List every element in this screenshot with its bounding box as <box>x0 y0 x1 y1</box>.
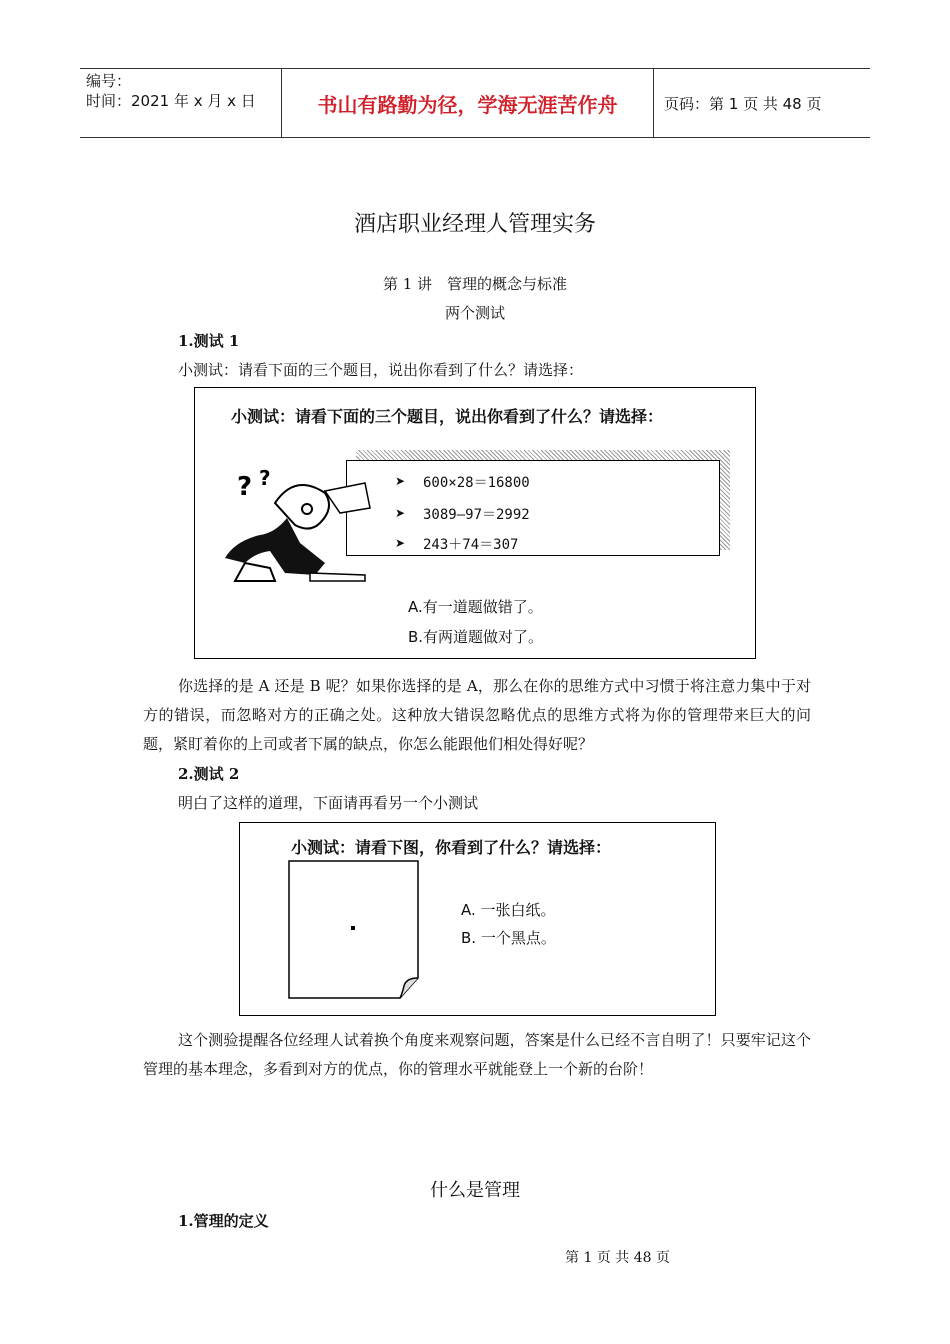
test2-figure <box>239 822 716 1016</box>
figure2-title: 小测试：请看下图，你看到了什么？请选择： <box>291 838 612 857</box>
white-paper-illustration <box>288 860 423 1000</box>
black-dot <box>351 926 355 930</box>
section2-title: 什么是管理 <box>430 1180 520 1201</box>
figure2-option-a: A. 一张白纸。 <box>461 901 556 919</box>
page-header <box>80 68 870 138</box>
section-subtitle: 两个测试 <box>444 304 505 322</box>
figure1-option-b: B.有两道题做对了。 <box>408 628 544 646</box>
section2-heading: 1.管理的定义 <box>178 1212 269 1230</box>
header-motto: 书山有路勤为径，学海无涯苦作舟 <box>281 69 654 137</box>
test1-paragraph: 你选择的是 A 还是 B 呢？如果你选择的是 A，那么在你的思维方式中习惯于将注意力集中于对方的错误，而忽略对方的正确之处。这种放大错误忽略优点的思维方式将为你的管理带来巨大的问题，紧盯着你的上司或者下属的缺点，你怎么能跟他们相处得好呢？ <box>143 677 811 753</box>
equation-3: 243＋74＝307 <box>423 537 519 553</box>
thinking-man-illustration <box>215 463 375 583</box>
figure2-option-b: B. 一个黑点。 <box>461 929 556 947</box>
arrow-bullet-icon: ➤ <box>395 474 406 488</box>
equation-1: 600×28＝16800 <box>423 475 530 491</box>
figure1-title: 小测试：请看下面的三个题目，说出你看到了什么？请选择： <box>231 407 664 426</box>
test1-intro: 小测试：请看下面的三个题目，说出你看到了什么？请选择： <box>178 361 584 379</box>
test2-intro: 明白了这样的道理，下面请再看另一个小测试 <box>178 794 479 812</box>
svg-text:?: ? <box>237 472 253 502</box>
header-page-info: 页码：第 1 页 共 48 页 <box>664 94 822 113</box>
lecture-title: 第 1 讲 管理的概念与标准 <box>382 275 568 293</box>
test1-heading: 1.测试 1 <box>178 332 240 350</box>
test2-paragraph: 这个测验提醒各位经理人试着换个角度来观察问题，答案是什么已经不言自明了！只要牢记这个管理的基本理念，多看到对方的优点，你的管理水平就能登上一个新的台阶！ <box>143 1031 811 1078</box>
test1-figure <box>194 387 756 659</box>
time-label: 时间：2021 年 x 月 x 日 <box>86 92 256 110</box>
figure1-option-a: A.有一道题做错了。 <box>408 598 543 616</box>
svg-text:?: ? <box>259 466 271 490</box>
page-footer: 第 1 页 共 48 页 <box>565 1250 670 1266</box>
document-title: 酒店职业经理人管理实务 <box>353 212 596 237</box>
arrow-bullet-icon: ➤ <box>395 506 406 520</box>
number-label: 编号： <box>86 72 132 90</box>
header-meta <box>80 69 281 137</box>
test2-heading: 2.测试 2 <box>178 765 240 783</box>
equation-2: 3089—97＝2992 <box>423 507 530 523</box>
arrow-bullet-icon: ➤ <box>395 536 406 550</box>
